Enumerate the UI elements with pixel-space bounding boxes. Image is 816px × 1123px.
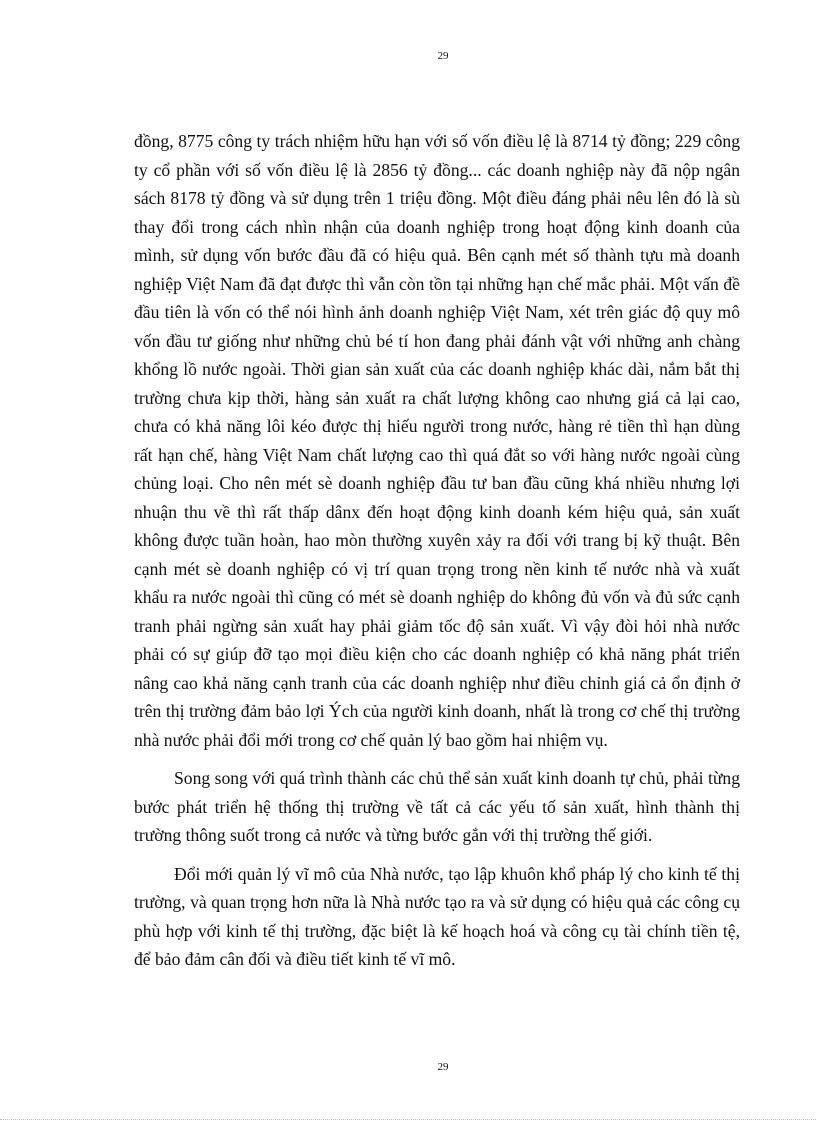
paragraph-macro-management: Đổi mới quản lý vĩ mô của Nhà nước, tạo lập khuôn khổ pháp lý cho kinh tế thị trường, và quan trọng hơn nữa là Nhà nước tạo ra và sử dụng có hiệu quả các công cụ phù hợp với kinh tế thị trường, đặc biệt là kế hoạch hoá và công cụ tài chính tiền tệ, để bảo đảm cân đối và điều tiết kinh tế vĩ mô. <box>134 863 740 969</box>
paragraph-market-system: Song song với quá trình thành các chủ thể sản xuất kinh doanh tự chủ, phải từng bước phát triển hệ thống thị trường về tất cả các yếu tố sản xuất, hình thành thị trường thông suốt trong cả nước và từng bước gắn với thị trường thế giới. <box>134 768 740 845</box>
page-bottom-divider <box>0 1119 816 1120</box>
paragraph-continuation: đồng, 8775 công ty trách nhiệm hữu hạn với số vốn điều lệ là 8714 tỷ đồng; 229 công ty cổ phần với số vốn điều lệ là 2856 tỷ đồng... các doanh nghiệp này đã nộp ngân sách 8178 tỷ đồng và sử dụng trên 1 triệu đồng. Một điều đáng phải nêu lên đó là sù thay đổi trong cách nhìn nhận của doanh nghiệp trong hoạt động kinh doanh của mình, sử dụng vốn bước đầu đã có hiệu quả. Bên cạnh mét số thành tựu mà doanh nghiệp Việt Nam đã đạt được thì vẫn còn tồn tại những hạn chế mắc phải. Một vấn đề đầu tiên là vốn có thể nói hình ảnh doanh nghiệp Việt Nam, xét trên giác độ quy mô vốn đầu tư giống như những chủ bé tí hon đang phải đánh vật với những anh chàng khổng lồ nước ngoài. Thời gian sản xuất của các doanh nghiệp khác dài, nắm bắt thị trường chưa kịp thời, hàng sản xuất ra chất lượng không cao nhưng giá cả lại cao, chưa có khả năng lôi kéo được thị hiếu người trong nước, hàng rẻ tiền thì hạn dùng rất hạn chế, hàng Việt Nam chất lượng cao thì quá đắt so với hàng nước ngoài cùng chủng loại. Cho nên mét sè doanh nghiệp đầu tư ban đầu cũng khá nhiều nhưng lợi nhuận thu về thì rất thấp dânx đến hoạt động kinh doanh kém hiệu quả, sản xuất không được tuần hoàn, hao mòn thường xuyên xảy ra đối với trang bị kỹ thuật. Bên cạnh mét sè doanh nghiệp có vị trí quan trọng trong nền kinh tế nước nhà và xuất khẩu ra nước ngoài thì cũng có mét sè doanh nghiệp do không đủ vốn và đủ sức cạnh tranh phải ngừng sản xuất hay phải giảm tốc độ sản xuất. Vì vậy đòi hỏi nhà nước phải có sự giúp đỡ tạo mọi điều kiện cho các doanh nghiệp có khả năng phát triển nâng cao khả năng cạnh tranh của các doanh nghiệp như điều chỉnh giá cả ổn định ở trên thị trường đảm bảo lợi Ých của người kinh doanh, nhất là trong cơ chế thị trường nhà nước phải đổi mới trong cơ chế quản lý bao gồm hai nhiệm vụ. <box>134 131 740 750</box>
page-number-bottom: 29 <box>437 1061 449 1073</box>
page-number-top: 29 <box>437 50 449 62</box>
body-text <box>134 127 740 974</box>
